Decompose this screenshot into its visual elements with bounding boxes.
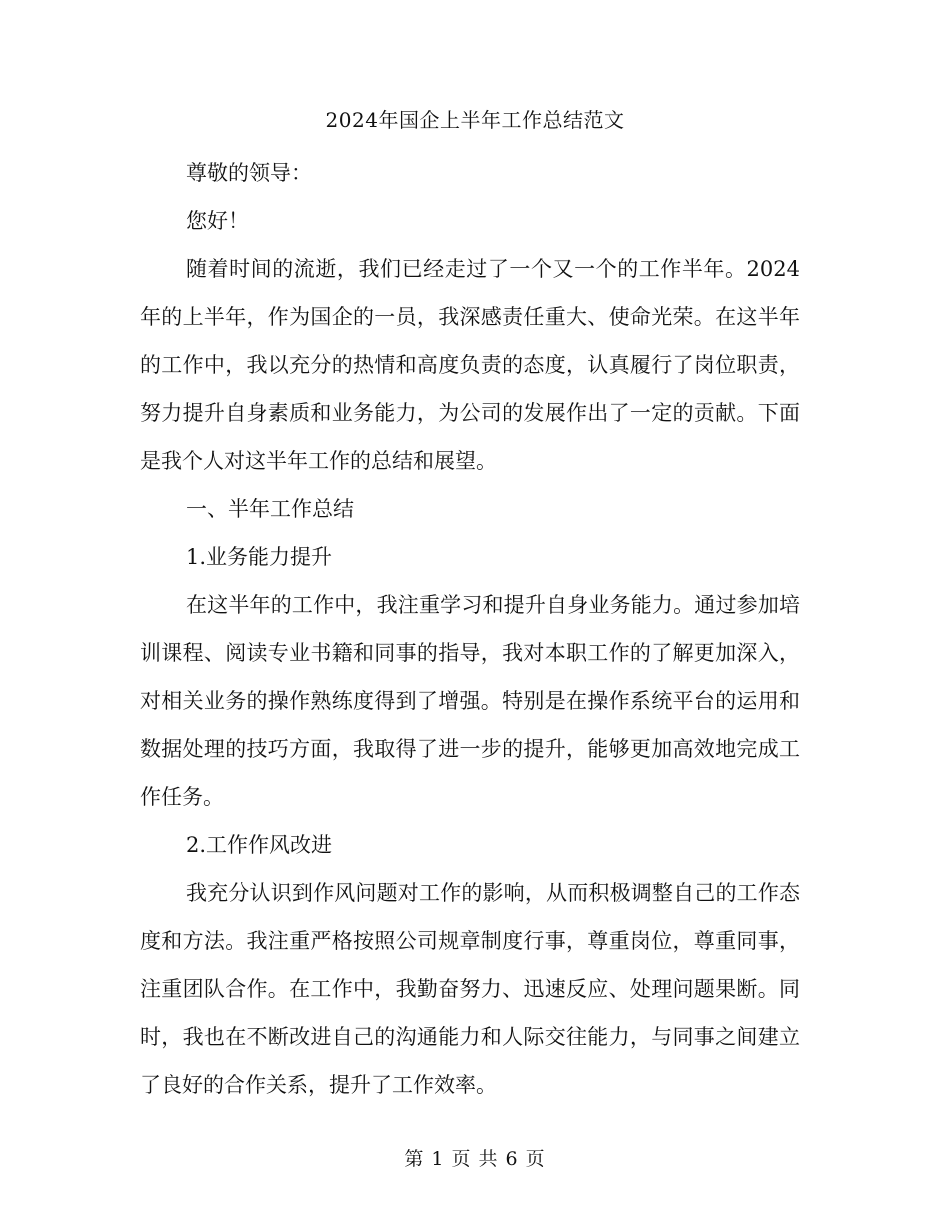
body-paragraph: 我充分认识到作风问题对工作的影响，从而积极调整自己的工作态度和方法。我注重严格按照公司规章制度行事，尊重岗位，尊重同事，注重团队合作。在工作中，我勤奋努力、迅速反应、处理问题果断。同时，我也在不断改进自己的沟通能力和人际交往能力，与同事之间建立了良好的合作关系，提升了工作效率。 xyxy=(140,881,800,1097)
subsection-heading: 2.工作作风改进 xyxy=(186,833,333,857)
section-heading: 一、半年工作总结 xyxy=(186,497,354,521)
intro-paragraph: 随着时间的流逝，我们已经走过了一个又一个的工作半年。2024年的上半年，作为国企的一员，我深感责任重大、使命光荣。在这半年的工作中，我以充分的热情和高度负责的态度，认真履行了岗位职责，努力提升自身素质和业务能力，为公司的发展作出了一定的贡献。下面是我个人对这半年工作的总结和展望。 xyxy=(140,257,800,473)
document-title: 2024年国企上半年工作总结范文 xyxy=(325,108,625,132)
page-number-footer: 第 1 页 共 6 页 xyxy=(404,1148,546,1170)
salutation: 尊敬的领导： xyxy=(186,161,312,185)
document-body xyxy=(140,149,800,1109)
subsection-heading: 1.业务能力提升 xyxy=(186,545,333,569)
body-paragraph: 在这半年的工作中，我注重学习和提升自身业务能力。通过参加培训课程、阅读专业书籍和同事的指导，我对本职工作的了解更加深入，对相关业务的操作熟练度得到了增强。特别是在操作系统平台的运用和数据处理的技巧方面，我取得了进一步的提升，能够更加高效地完成工作任务。 xyxy=(140,593,800,809)
greeting: 您好！ xyxy=(186,209,249,233)
